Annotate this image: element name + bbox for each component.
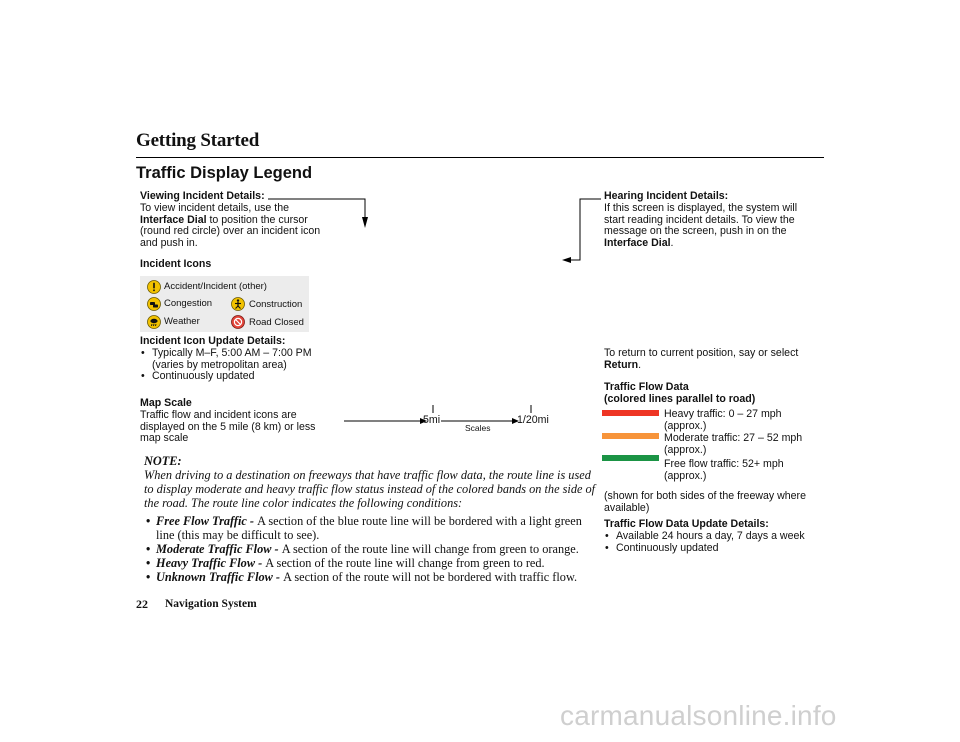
list-item — [146, 542, 602, 556]
return-text1: To return to current position, say or select — [604, 347, 799, 359]
page-title: Traffic Display Legend — [136, 164, 313, 182]
condition-text-unknown: A section of the route will not be bordered with traffic flow. — [283, 570, 578, 584]
viewing-incident-block — [140, 191, 330, 250]
heavy-traffic-text: Heavy traffic: 0 – 27 mph (approx.) — [664, 408, 782, 432]
condition-title-free: Free Flow Traffic - — [156, 514, 258, 528]
icon-label-road-closed: Road Closed — [249, 317, 304, 328]
return-bold: Return — [604, 358, 639, 371]
heavy-traffic-swatch — [602, 410, 659, 416]
icon-update-block — [140, 336, 320, 383]
section-title: Getting Started — [136, 130, 260, 151]
note-heading: NOTE: — [144, 454, 182, 468]
condition-title-moderate: Moderate Traffic Flow - — [156, 542, 282, 556]
incident-icons-label: Incident Icons — [140, 258, 212, 270]
condition-text-heavy: A section of the route line will change from green to red. — [265, 556, 545, 570]
condition-title-heavy: Heavy Traffic Flow - — [156, 556, 266, 570]
construction-icon — [231, 297, 245, 311]
conditions-list — [146, 514, 602, 584]
hearing-incident-label: Hearing Incident Details: — [604, 190, 729, 202]
moderate-traffic-swatch — [602, 433, 659, 439]
flow-update-bullet-1: • Available 24 hours a day, 7 days a week — [604, 531, 819, 543]
icon-update-bullet-1: • Typically M–F, 5:00 AM – 7:00 PM (varies by metropolitan area) — [140, 348, 320, 372]
scales-label: Scales — [465, 423, 491, 433]
icon-label-accident: Accident/Incident (other) — [164, 281, 267, 292]
icon-update-bullet-2: • Continuously updated — [140, 371, 320, 383]
icon-label-construction: Construction — [249, 299, 303, 310]
shown-note: (shown for both sides of the freeway where available) — [604, 490, 806, 514]
warning-icon — [147, 280, 161, 294]
list-item — [146, 570, 602, 584]
scale-5mi: 5mi — [423, 414, 441, 426]
map-scale-label: Map Scale — [140, 397, 192, 409]
hearing-incident-text2: . — [670, 237, 674, 250]
list-item — [146, 514, 602, 542]
viewing-incident-dial: Interface Dial — [140, 213, 207, 226]
note-block — [144, 454, 602, 510]
icon-label-weather: Weather — [164, 316, 200, 327]
return-block — [604, 348, 814, 372]
note-body: When driving to a destination on freeways that have traffic flow data, the route line is used to display moderate and heavy traffic flow status instead of the colored bands on the side of the road. The route line color indicates the following conditions: — [144, 468, 596, 510]
condition-title-unknown: Unknown Traffic Flow - — [156, 570, 284, 584]
flow-update-block — [604, 519, 819, 554]
hearing-incident-text1: If this screen is displayed, the system will start reading incident details. To view the message on the screen, push in on the — [604, 201, 798, 238]
hearing-arrowhead — [562, 257, 571, 263]
traffic-flow-label-1: Traffic Flow Data — [604, 381, 689, 393]
flow-update-bullet-2: • Continuously updated — [604, 543, 819, 555]
footer-title: Navigation System — [165, 598, 257, 610]
condition-text-free: A section of the blue route line will be bordered with a light green line (this may be difficult to see). — [156, 514, 582, 542]
hearing-incident-dial: Interface Dial — [604, 237, 671, 250]
viewing-arrowhead — [362, 217, 368, 228]
free-flow-swatch — [602, 455, 659, 461]
incident-icon-legend — [140, 276, 309, 332]
viewing-incident-label: Viewing Incident Details: — [140, 190, 265, 202]
viewing-incident-text2: to position the cursor (round red circle) over an incident icon and push in. — [140, 213, 321, 250]
return-text2: . — [638, 358, 642, 371]
list-item — [146, 556, 602, 570]
icon-update-label: Incident Icon Update Details: — [140, 335, 286, 347]
flow-update-label: Traffic Flow Data Update Details: — [604, 518, 769, 530]
hearing-incident-block — [604, 191, 814, 250]
congestion-icon — [147, 297, 161, 311]
road-closed-icon — [231, 315, 245, 329]
condition-text-moderate: A section of the route line will change from green to orange. — [281, 542, 579, 556]
traffic-flow-label-2: (colored lines parallel to road) — [604, 392, 756, 405]
watermark: carmanualsonline.info — [560, 700, 837, 731]
page-number: 22 — [136, 597, 148, 611]
moderate-traffic-text: Moderate traffic: 27 – 52 mph (approx.) — [664, 432, 803, 456]
free-flow-text: Free flow traffic: 52+ mph (approx.) — [664, 458, 784, 482]
viewing-incident-text1: To view incident details, use the — [140, 201, 289, 214]
icon-label-congestion: Congestion — [164, 298, 213, 309]
traffic-flow-label-block — [604, 382, 814, 406]
scale-1-20mi: 1/20mi — [517, 414, 549, 426]
map-scale-text: Traffic flow and incident icons are displayed on the 5 mile (8 km) or less map scale — [140, 408, 316, 445]
hearing-leader-line — [570, 199, 601, 260]
weather-icon — [147, 315, 161, 329]
map-scale-block — [140, 398, 330, 445]
